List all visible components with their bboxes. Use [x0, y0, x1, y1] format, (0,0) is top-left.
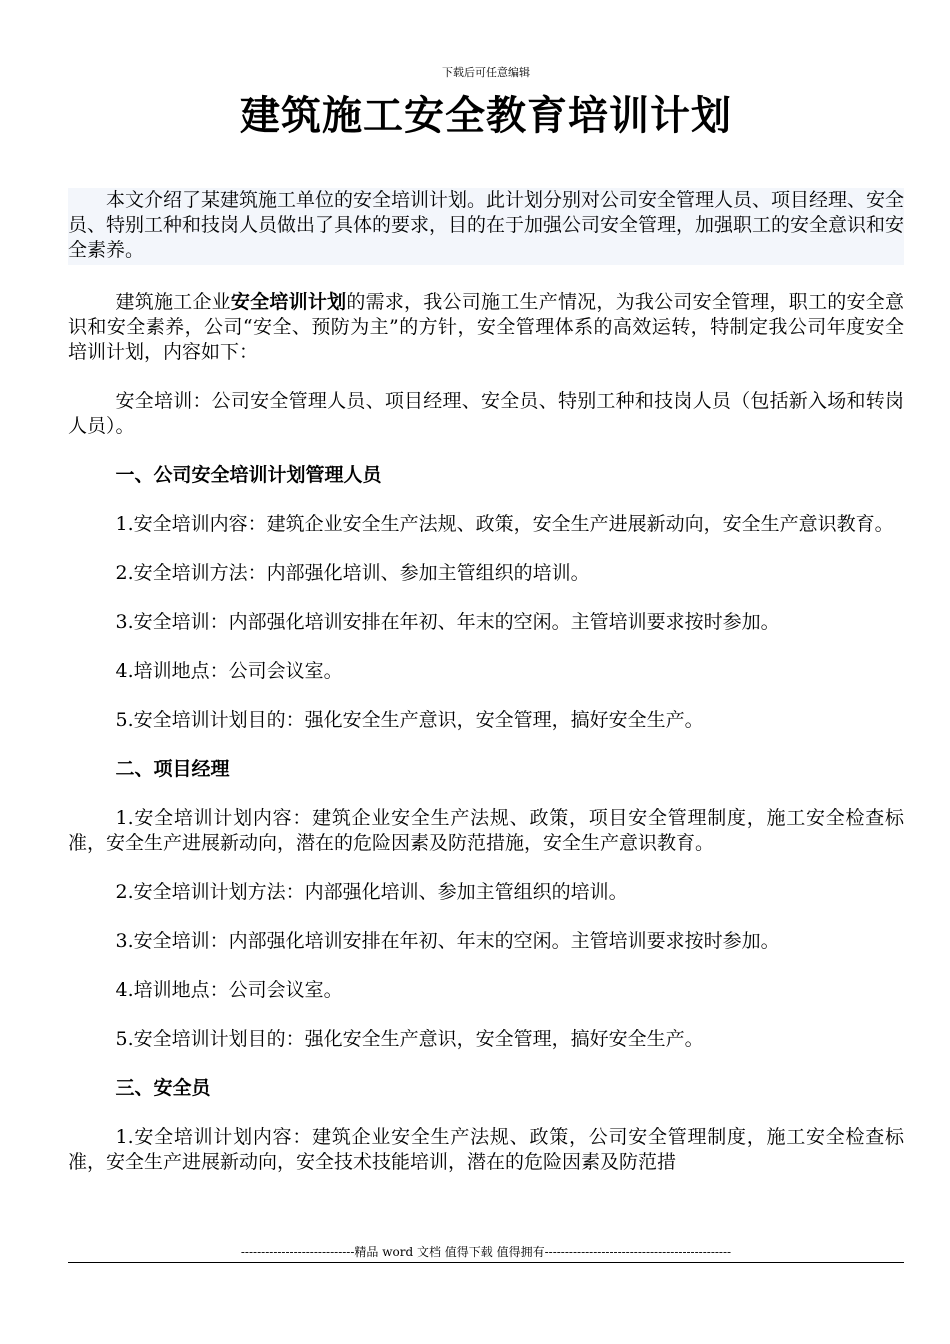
section-item: 2.安全培训方法：内部强化培训、参加主管组织的培训。 — [115, 562, 590, 584]
section-heading: 三、安全员 — [115, 1077, 211, 1099]
document-title: 建筑施工安全教育培训计划 — [240, 93, 732, 139]
intro-text-bold: 安全培训计划 — [230, 291, 347, 313]
section-item: 5.安全培训计划目的：强化安全生产意识，安全管理，搞好安全生产。 — [115, 709, 704, 731]
section-heading: 二、项目经理 — [115, 758, 230, 780]
header-note: 下载后可任意编辑 — [442, 66, 530, 79]
scope-paragraph: 安全培训：公司安全管理人员、项目经理、安全员、特别工种和技岗人员（包括新入场和转岗人员）。 — [68, 390, 904, 437]
abstract-paragraph: 本文介绍了某建筑施工单位的安全培训计划。此计划分别对公司安全管理人员、项目经理、安全员、特别工种和技岗人员做出了具体的要求，目的在于加强公司安全管理，加强职工的安全意识和安全素养。 — [68, 188, 904, 265]
footer-note: ----------------------------精品 word 文档 值得下载 值得拥有---------------------------------------------- — [240, 1245, 732, 1259]
section-item: 1.安全培训内容：建筑企业安全生产法规、政策，安全生产进展新动向，安全生产意识教育。 — [115, 513, 894, 535]
intro-text-before: 建筑施工企业 — [115, 291, 231, 313]
section-item: 2.安全培训计划方法：内部强化培训、参加主管组织的培训。 — [115, 881, 628, 903]
section-heading: 一、公司安全培训计划管理人员 — [115, 464, 382, 486]
document-page — [68, 0, 904, 1344]
section-item: 4.培训地点：公司会议室。 — [115, 660, 343, 682]
section-item: 3.安全培训：内部强化培训安排在年初、年末的空闲。主管培训要求按时参加。 — [115, 611, 780, 633]
intro-paragraph — [68, 290, 904, 365]
section-item: 4.培训地点：公司会议室。 — [115, 979, 343, 1001]
section-item: 5.安全培训计划目的：强化安全生产意识，安全管理，搞好安全生产。 — [115, 1028, 704, 1050]
document-body — [68, 290, 904, 1199]
section-item: 1.安全培训计划内容：建筑企业安全生产法规、政策，公司安全管理制度，施工安全检查标准，安全生产进展新动向，安全技术技能培训，潜在的危险因素及防范措 — [68, 1126, 904, 1173]
section-item: 1.安全培训计划内容：建筑企业安全生产法规、政策，项目安全管理制度，施工安全检查标准，安全生产进展新动向，潜在的危险因素及防范措施，安全生产意识教育。 — [68, 807, 904, 854]
section-item: 3.安全培训：内部强化培训安排在年初、年末的空闲。主管培训要求按时参加。 — [115, 930, 780, 952]
intro-text-after: 的需求，我公司施工生产情况，为我公司安全管理，职工的安全意识和安全素养，公司“安全、预防为主”的方针，安全管理体系的高效运转，特制定我公司年度安全培训计划，内容如下： — [68, 291, 904, 363]
footer-divider — [68, 1262, 904, 1263]
